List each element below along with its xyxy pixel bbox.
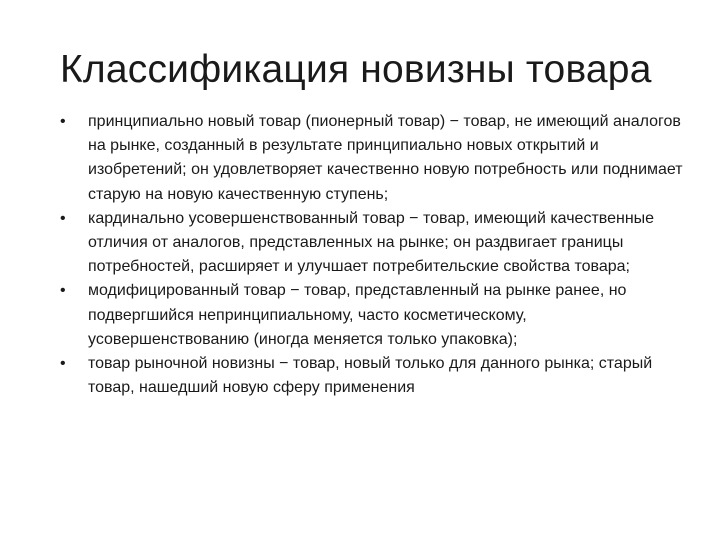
list-item: [60, 110, 692, 207]
list-item: [60, 207, 692, 280]
bullet-text: кардинально усовершенствованный товар − товар, имеющий качественные отличия от аналогов, представленных на рынке; он раздвигает границы потребностей, расширяет и улучшает потребительские свойства товара;: [88, 209, 655, 276]
bullet-icon: •: [60, 113, 66, 130]
list-item: [60, 352, 692, 400]
bullet-text: принципиально новый товар (пионерный товар) − товар, не имеющий аналогов на рынке, созданный в результате принципиально новых открытий и изобретений; он удовлетворяет качественно новую потребность или поднимает старую на новую качественную ступень;: [88, 113, 683, 203]
bullet-text: товар рыночной новизны − товар, новый только для данного рынка; старый товар, нашедший новую сферу применения: [88, 355, 653, 397]
bullet-icon: •: [60, 209, 66, 227]
bullet-list: [60, 110, 692, 400]
bullet-icon: •: [60, 282, 66, 300]
bullet-icon: •: [60, 355, 66, 373]
bullet-text: модифицированный товар − товар, представленный на рынке ранее, но подвергшийся непринципиальному, часто косметическому, усовершенствованию (иногда меняется только упаковка);: [88, 282, 627, 348]
slide-title: Классификация новизны товара: [60, 48, 652, 91]
list-item: [60, 279, 692, 352]
